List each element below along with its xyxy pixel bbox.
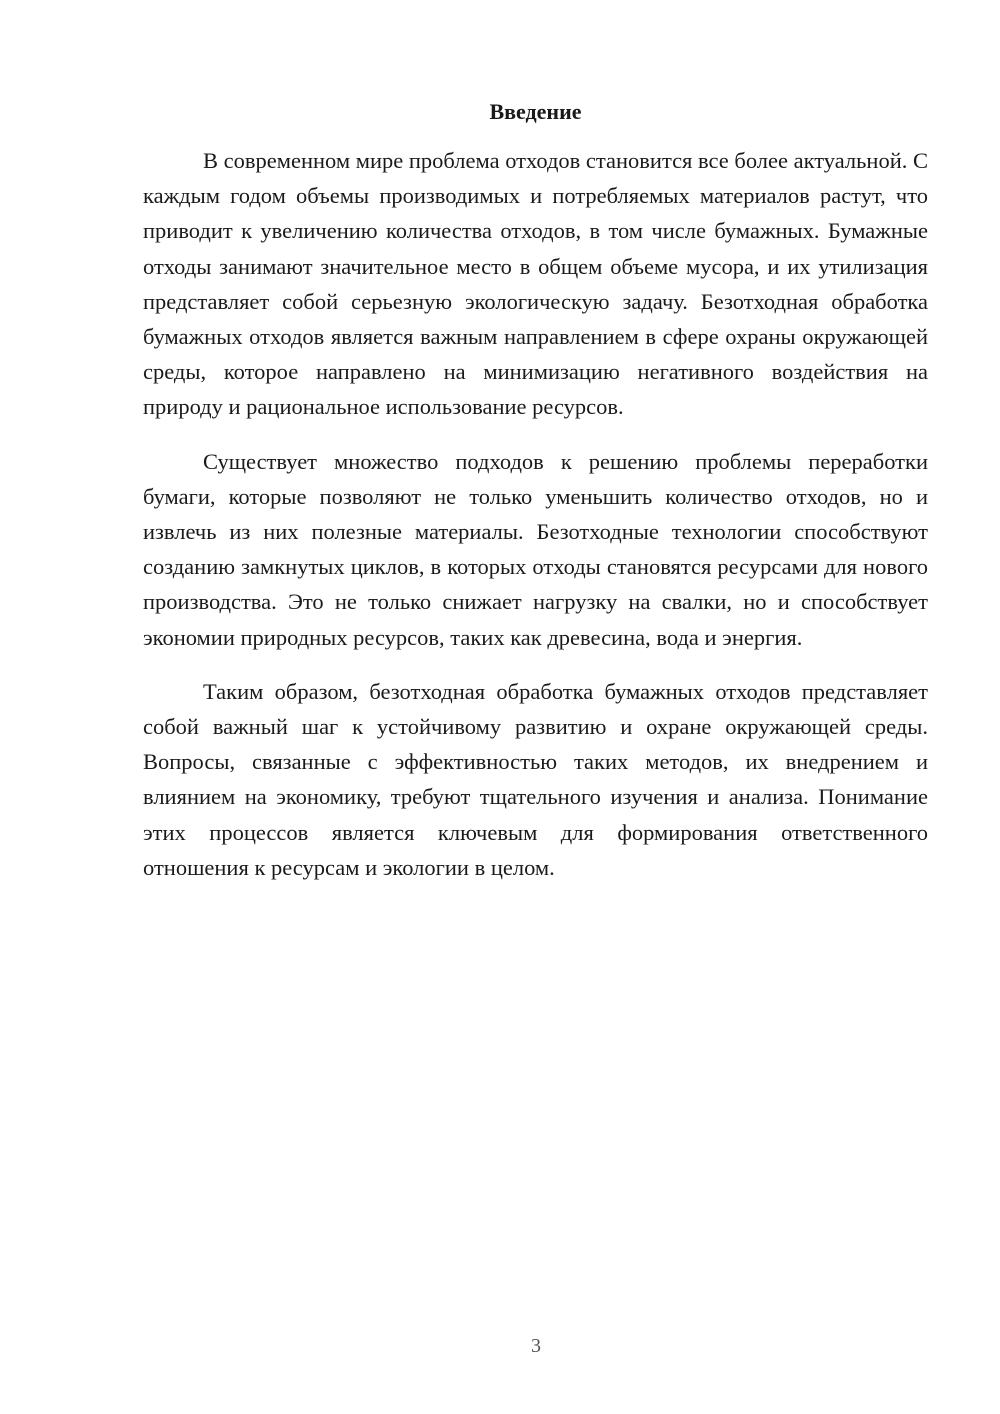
paragraph-3: Таким образом, безотходная обработка бумажных отходов представляет собой важный шаг к устойчивому развитию и охране окружающей среды. Вопросы, связанные с эффективностью таких методов, их внедрением и влиянием на экономику, требуют тщательного изучения и анализа. Понимание этих процессов является ключевым для формирования ответственного отношения к ресурсам и экологии в целом.	[143, 678, 928, 880]
paragraph-1: В современном мире проблема отходов становится все более актуальной. С каждым годом объемы производимых и потребляемых материалов растут, что приводит к увеличению количества отходов, в том числе бумажных. Бумажные отходы занимают значительное место в общем объеме мусора, и их утилизация представляет собой серьезную экологическую задачу. Безотходная обработка бумажных отходов является важным направлением в сфере охраны окружающей среды, которое направлено на минимизацию негативного воздействия на природу и рациональное использование ресурсов.	[143, 148, 928, 420]
body-text	[143, 143, 928, 904]
page-number: 3	[531, 1335, 541, 1357]
section-heading: Введение	[489, 99, 582, 124]
paragraph-2: Существует множество подходов к решению проблемы переработки бумаги, которые позволяют не только уменьшить количество отходов, но и извлечь из них полезные материалы. Безотходные технологии способствуют созданию замкнутых циклов, в которых отходы становятся ресурсами для нового производства. Это не только снижает нагрузку на свалки, но и способствует экономии природных ресурсов, таких как древесина, вода и энергия.	[143, 448, 928, 650]
